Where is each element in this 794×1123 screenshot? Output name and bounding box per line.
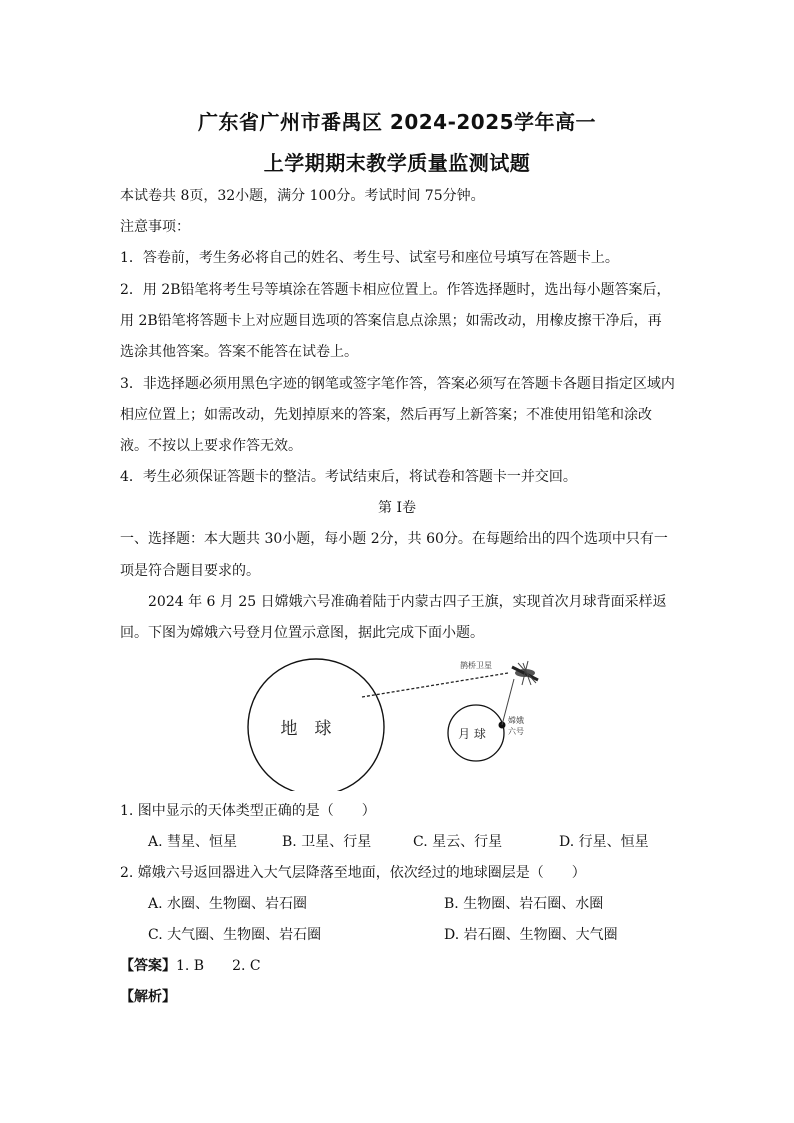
passage-line-a: 2024 年 6 月 25 日嫦娥六号准确着陆于内蒙古四子王旗，实现首次月球背面采样返: [148, 594, 667, 610]
note-4: 4．考生必须保证答题卡的整洁。考试结束后，将试卷和答题卡一并交回。: [120, 469, 577, 485]
satellite-label: 鹊桥卫星: [460, 661, 492, 670]
question-1-option-a: A. 彗星、恒星: [148, 834, 238, 850]
note-2-line-b: 用 2B铅笔将答题卡上对应题目选项的答案信息点涂黑；如需改动，用橡皮擦干净后，再: [120, 313, 662, 329]
note-3-line-b: 相应位置上；如需改动，先划掉原来的答案，然后再写上新答案；不准使用铅笔和涂改: [120, 407, 652, 423]
passage-line-b: 回。下图为嫦娥六号登月位置示意图，据此完成下面小题。: [120, 625, 484, 641]
question-1-option-d: D. 行星、恒星: [559, 834, 649, 850]
question-2-option-a: A. 水圈、生物圈、岩石圈: [148, 896, 308, 912]
notes-heading: 注意事项：: [120, 219, 190, 235]
note-2-line-c: 选涂其他答案。答案不能答在试卷上。: [120, 344, 358, 360]
question-1-stem: 1. 图中显示的天体类型正确的是（ ）: [120, 803, 376, 819]
section-1-line-b: 项是符合题目要求的。: [120, 563, 260, 579]
answer-line: [120, 957, 261, 975]
note-3-line-c: 液。不按以上要求作答无效。: [120, 438, 302, 454]
question-1-option-c: C. 星云、行星: [413, 834, 503, 850]
question-2-stem: 2. 嫦娥六号返回器进入大气层降落至地面，依次经过的地球圈层是（ ）: [120, 865, 586, 881]
note-2-line-a: 2．用 2B铅笔将考生号等填涂在答题卡相应位置上。作答选择题时，选出每小题答案后，: [120, 282, 671, 298]
earth-label: 地 球: [280, 719, 332, 739]
answer-label: 【答案】: [120, 958, 176, 974]
probe-label-line2: 六号: [508, 727, 524, 736]
note-1: 1．答卷前，考生务必将自己的姓名、考生号、试室号和座位号填写在答题卡上。: [120, 250, 619, 266]
exam-title-line1: 广东省广州市番禺区 2024-2025学年高一: [197, 110, 597, 134]
section-1-line-a: 一、选择题：本大题共 30小题，每小题 2分，共 60分。在每题给出的四个选项中只有一: [120, 531, 668, 547]
answer-value: 1. B 2. C: [176, 958, 261, 974]
exam-title-line2: 上学期期末教学质量监测试题: [263, 151, 531, 175]
question-2-option-c: C. 大气圈、生物圈、岩石圈: [148, 927, 322, 943]
question-1-option-b: B. 卫星、行星: [282, 834, 372, 850]
moon-landing-figure: [240, 655, 570, 791]
question-2-option-d: D. 岩石圈、生物圈、大气圈: [444, 927, 618, 943]
question-2-option-b: B. 生物圈、岩石圈、水圈: [444, 896, 604, 912]
exam-intro: 本试卷共 8页，32小题，满分 100分。考试时间 75分钟。: [120, 188, 485, 204]
analysis-label: 【解析】: [120, 989, 176, 1005]
moon-label: 月 球: [458, 727, 486, 741]
relay-link-line: [362, 673, 508, 697]
volume-heading: 第 I卷: [378, 500, 416, 516]
probe-label-line1: 嫦娥: [508, 716, 524, 725]
note-3-line-a: 3．非选择题必须用黑色字迹的钢笔或签字笔作答，答案必须写在答题卡各题目指定区域内: [120, 376, 675, 392]
satellite-icon: [512, 661, 538, 685]
